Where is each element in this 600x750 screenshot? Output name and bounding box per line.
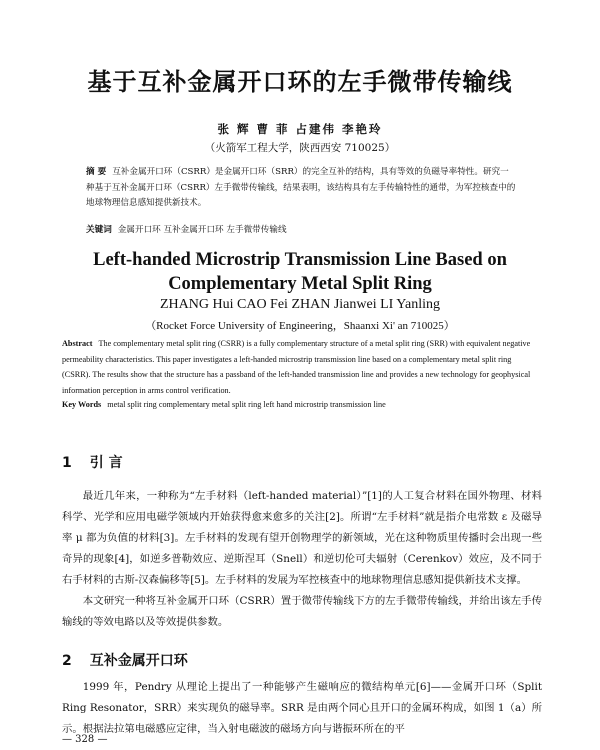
keywords-cn-label: 关键词: [86, 225, 112, 235]
abstract-cn-label: 摘 要: [86, 167, 107, 177]
title-en-line1: Left-handed Microstrip Transmission Line Based on: [93, 250, 507, 270]
abstract-cn-text: 互补金属开口环（CSRR）是金属开口环（SRR）的完全互补的结构，具有等效的负磁导率特性。研究一种基于互补金属开口环（CSRR）左手微带传输线，结果表明，该结构具有左手传输特性的通带，为军控核查中的地球物理信息感知提供新技术。: [86, 167, 516, 208]
authors-cn: 张 辉 曹 菲 占建伟 李艳玲: [217, 122, 383, 136]
section-1-title: 引 言: [89, 455, 123, 471]
keywords-cn: [86, 223, 516, 235]
page-number: — 328 —: [62, 734, 108, 745]
abstract-cn: [86, 165, 516, 212]
section-2-body: [62, 677, 542, 740]
section-1-body: [62, 486, 542, 633]
paper-title-en: [0, 248, 600, 296]
abstract-en: [62, 336, 540, 398]
section-2-title: 互补金属开口环: [89, 653, 188, 669]
section-1-number: 1: [62, 455, 72, 471]
affiliation-cn: （火箭军工程大学，陕西西安 710025）: [204, 142, 396, 154]
paper-title-cn: 基于互补金属开口环的左手微带传输线: [87, 68, 513, 96]
keywords-en-label: Key Words: [62, 400, 102, 409]
section-1-heading: [62, 452, 123, 472]
affiliation-en: （Rocket Force University of Engineering，Shaanxi Xi' an 710025）: [145, 320, 455, 332]
keywords-cn-text: 金属开口环 互补金属开口环 左手微带传输线: [117, 225, 287, 235]
section-2-paragraph-1: 1999 年，Pendry 从理论上提出了一种能够产生磁响应的微结构单元[6]——金属开口环（Split Ring Resonator，SRR）来实现负的磁导率。SRR 是由两个同心且开口的金属环构成，如图 1（a）所示。根据法拉第电磁感应定律，当入射电磁波的磁场方向与谐振环所在的平: [62, 681, 542, 735]
section-2-number: 2: [62, 653, 72, 669]
section-1-paragraph-1: 最近几年来，一种称为“左手材料（left-handed material）”[1]的人工复合材料在国外物理、材料科学、光学和应用电磁学领域内开始获得愈来愈多的关注[2]。所谓“左手材料”就是指介电常数 ε 及磁导率 μ 都为负值的材料[3]。左手材料的发现有望开创物理学的新领域，光在这种物质里传播时会出现一些奇异的现象[4]，如逆多普勒效应、逆斯涅耳（Snell）和逆切伦可夫辐射（Cerenkov）效应，及不同于右手材料的古斯-汉森偏移等[5]。左手材料的发展为军控核查中的地球物理信息感知提供新技术支撑。: [62, 490, 542, 586]
authors-en: ZHANG Hui CAO Fei ZHAN Jianwei LI Yanling: [160, 297, 440, 312]
section-2-heading: [62, 650, 188, 670]
abstract-en-label: Abstract: [62, 339, 93, 348]
keywords-en-text: metal split ring complementary metal split ring left hand microstrip transmission line: [107, 400, 386, 409]
abstract-en-text: The complementary metal split ring (CSRR) is a fully complementary structure of a metal split ring (SRR) with equivalent negative permeability characteristics. This paper investigates a left-handed microstrip transmission line based on a complementary metal split ring (CSRR). The results show that the structure has a passband of the left-handed transmission line and provides a new technology for geophysical information perception in arms control verification.: [62, 339, 531, 395]
keywords-en: [62, 400, 540, 409]
section-1-paragraph-2: 本文研究一种将互补金属开口环（CSRR）置于微带传输线下方的左手微带传输线，并给出该左手传输线的等效电路以及等效提供参数。: [62, 595, 542, 628]
title-en-line2: Complementary Metal Split Ring: [168, 274, 432, 294]
